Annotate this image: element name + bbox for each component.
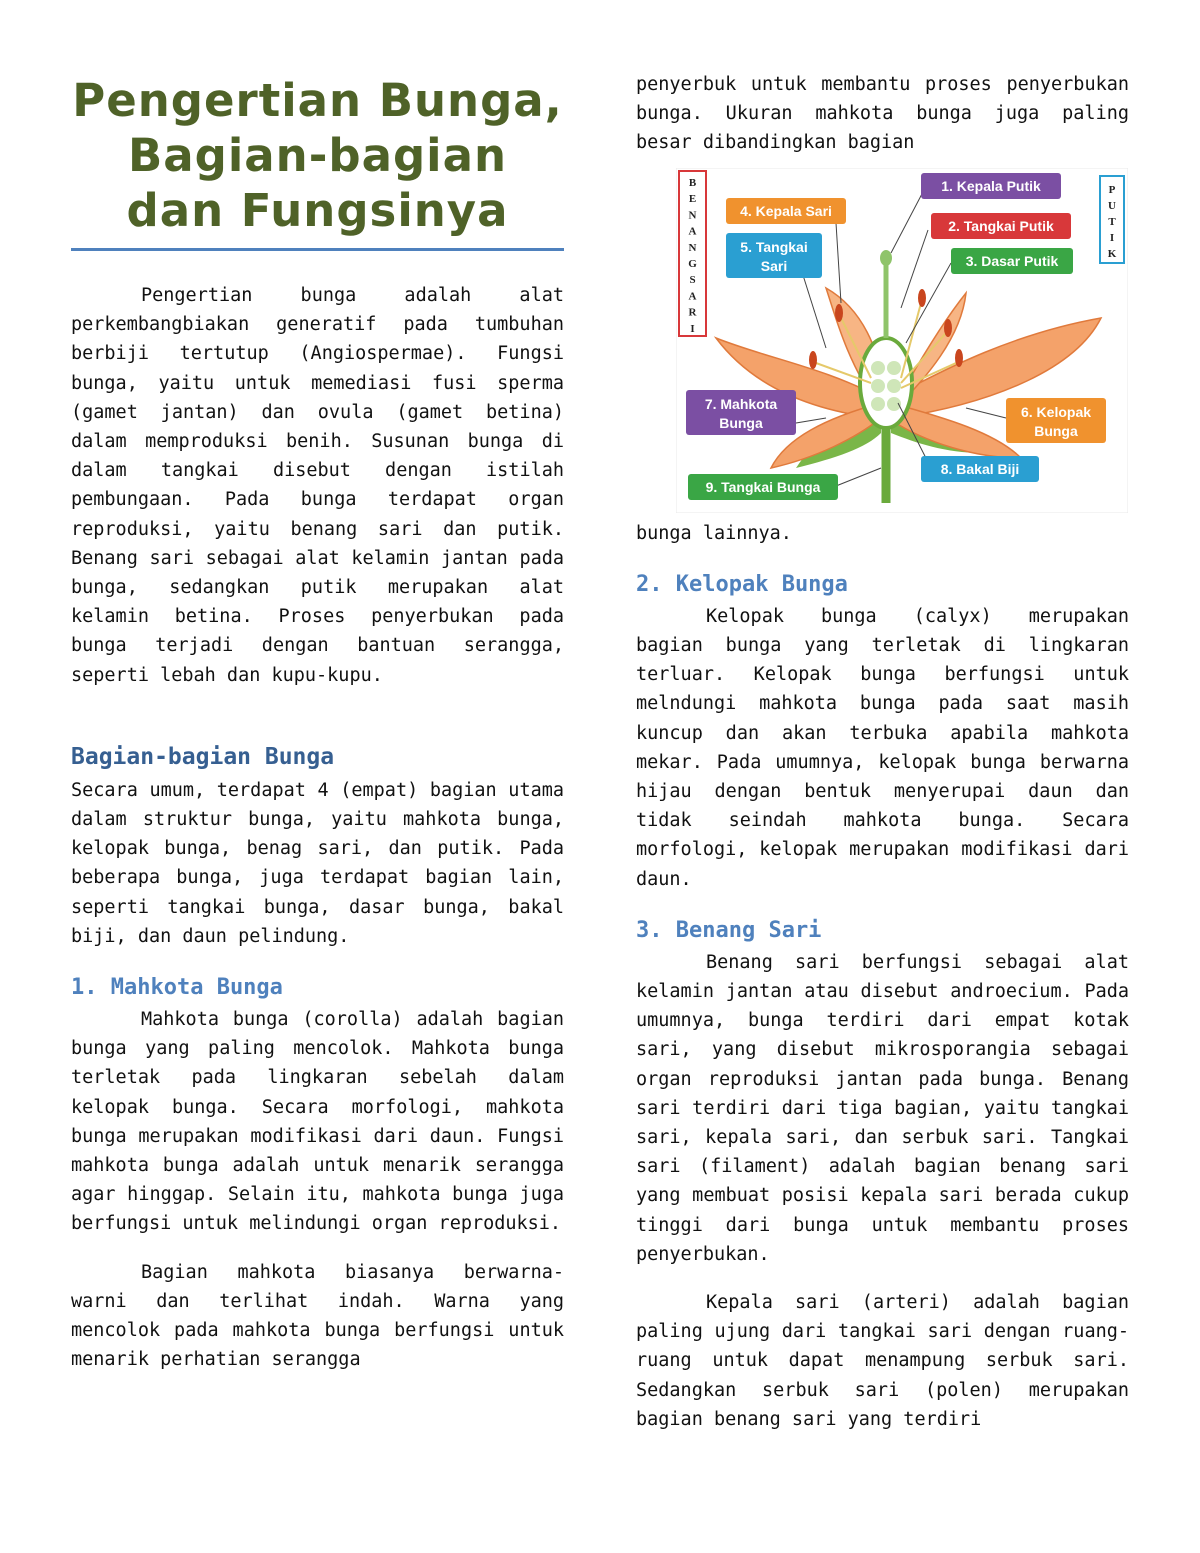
benang-sari-vertical-letter: E — [688, 192, 697, 205]
benang-sari-vertical-letter: G — [688, 257, 697, 270]
benang-sari-vertical-letter: N — [688, 209, 697, 222]
benang-sari-vertical-letter: B — [688, 176, 697, 189]
svg-text:Bunga: Bunga — [719, 414, 763, 431]
svg-text:8. Bakal Biji: 8. Bakal Biji — [940, 460, 1020, 477]
continued-paragraph: penyerbuk untuk membantu proses penyerbukan bunga. Ukuran mahkota bunga juga paling besar dibandingkan bagian — [636, 74, 1129, 154]
benang-sari-vertical-letter: I — [690, 322, 695, 335]
benang-sari-vertical-letter: R — [688, 306, 697, 319]
svg-text:6. Kelopak: 6. Kelopak — [1020, 403, 1092, 420]
benang-sari-vertical-letter: A — [688, 290, 697, 303]
heading-mahkota-bunga: 1. Mahkota Bunga — [71, 975, 283, 1001]
stigma — [880, 250, 892, 266]
heading-benang-sari: 3. Benang Sari — [636, 917, 822, 943]
benang-sari-vertical-letter: S — [689, 273, 696, 286]
svg-text:5. Tangkai: 5. Tangkai — [740, 238, 808, 255]
flower-diagram — [676, 168, 1128, 513]
svg-text:4. Kepala Sari: 4. Kepala Sari — [740, 202, 832, 219]
paragraph-mahkota-2: Bagian mahkota biasanya berwarna-warni dan terlihat indah. Warna yang mencolok pada mahkota bunga berfungsi untuk menarik perhatian serangga — [71, 1261, 564, 1371]
putik-vertical-letter: U — [1108, 199, 1116, 212]
left-column — [71, 70, 564, 1375]
paragraph-kelopak: Kelopak bunga (calyx) merupakan bagian bunga yang terletak di lingkaran terluar. Kelopak bunga berfungsi untuk melndungi mahkota bunga pada saat masih kuncup dan akan terbuka apabila mahkota mekar. Pada umumnya, kelopak bunga berwarna hijau dengan bentuk menyerupai daun dan tidak seindah mahkota bunga. Secara morfologi, kelopak merupakan modifikasi dari daun. — [636, 605, 1129, 890]
svg-text:Sari: Sari — [760, 257, 788, 274]
flower-diagram-svg — [676, 168, 1128, 513]
svg-text:2. Tangkai Putik: 2. Tangkai Putik — [948, 217, 1054, 234]
anther — [809, 351, 817, 369]
svg-text:7. Mahkota: 7. Mahkota — [704, 395, 778, 412]
anther — [835, 304, 843, 322]
putik-vertical-letter: P — [1108, 183, 1116, 196]
putik-vertical-letter: T — [1108, 215, 1116, 228]
anther — [918, 289, 926, 307]
paragraph-benang-sari-2: Kepala sari (arteri) adalah bagian paling ujung dari tangkai sari dengan ruang-ruang untuk dapat menampung serbuk sari. Sedangkan serbuk sari (polen) merupakan bagian benang sari yang terdiri — [636, 1292, 1129, 1430]
putik-vertical-letter: K — [1107, 247, 1117, 260]
page-title: Pengertian Bunga, Bagian-bagian dan Fungsinya — [72, 74, 563, 237]
svg-text:3. Dasar Putik: 3. Dasar Putik — [965, 252, 1059, 269]
continued-paragraph-end: bunga lainnya. — [636, 522, 792, 544]
svg-text:1. Kepala Putik: 1. Kepala Putik — [941, 177, 1041, 194]
section-paragraph-bagian: Secara umum, terdapat 4 (empat) bagian utama dalam struktur bunga, yaitu mahkota bunga, kelopak bunga, benag sari, dan putik. Pada beberapa bunga, juga terdapat bagian lain, seperti tangkai bunga, dasar bunga, bakal biji, dan daun pelindung. — [71, 779, 564, 947]
anther — [944, 319, 952, 337]
section-heading-bagian: Bagian-bagian Bunga — [71, 743, 335, 770]
paragraph-benang-sari-1: Benang sari berfungsi sebagai alat kelamin jantan atau disebut androecium. Pada umumnya, bunga terdiri dari empat kotak sari, yang disebut mikrosporangia sebagai organ reproduksi jantan pada bunga. Benang sari terdiri dari tiga bagian, yaitu tangkai sari, kepala sari, dan serbuk sari. Tangkai sari (filament) adalah bagian benang sari yang membuat posisi kepala sari berada cukup tinggi dari bunga untuk membantu proses penyerbukan. — [636, 951, 1129, 1265]
intro-paragraph: Pengertian bunga adalah alat perkembangbiakan generatif pada tumbuhan berbiji tertutup (Angiospermae). Fungsi bunga, yaitu untuk memediasi fusi sperma (gamet jantan) dan ovula (gamet betina) dalam memproduksi benih. Susunan bunga di dalam tangkai disebut dengan istilah pembungaan. Pada bunga terdapat organ reproduksi, yaitu benang sari dan putik. Benang sari sebagai alat kelamin jantan pada bunga, sedangkan putik merupakan alat kelamin betina. Proses penyerbukan pada bunga terjadi dengan bantuan serangga, seperti lebah dan kupu-kupu. — [71, 285, 564, 686]
paragraph-mahkota-1: Mahkota bunga (corolla) adalah bagian bunga yang paling mencolok. Mahkota bunga terletak pada lingkaran sebelah dalam kelopak bunga. Secara morfologi, mahkota bunga merupakan modifikasi dari daun. Fungsi mahkota bunga adalah untuk menarik serangga agar hinggap. Selain itu, mahkota bunga juga berfungsi untuk melindungi organ reproduksi. — [71, 1009, 564, 1235]
title-divider — [71, 248, 564, 251]
benang-sari-vertical-letter: A — [688, 225, 697, 238]
benang-sari-vertical-letter: N — [688, 241, 697, 254]
right-column — [636, 70, 1129, 1434]
anther — [955, 349, 963, 367]
svg-text:9. Tangkai Bunga: 9. Tangkai Bunga — [705, 478, 821, 495]
svg-text:Bunga: Bunga — [1034, 422, 1078, 439]
heading-kelopak-bunga: 2. Kelopak Bunga — [636, 571, 848, 597]
putik-vertical-letter: I — [1109, 231, 1115, 244]
